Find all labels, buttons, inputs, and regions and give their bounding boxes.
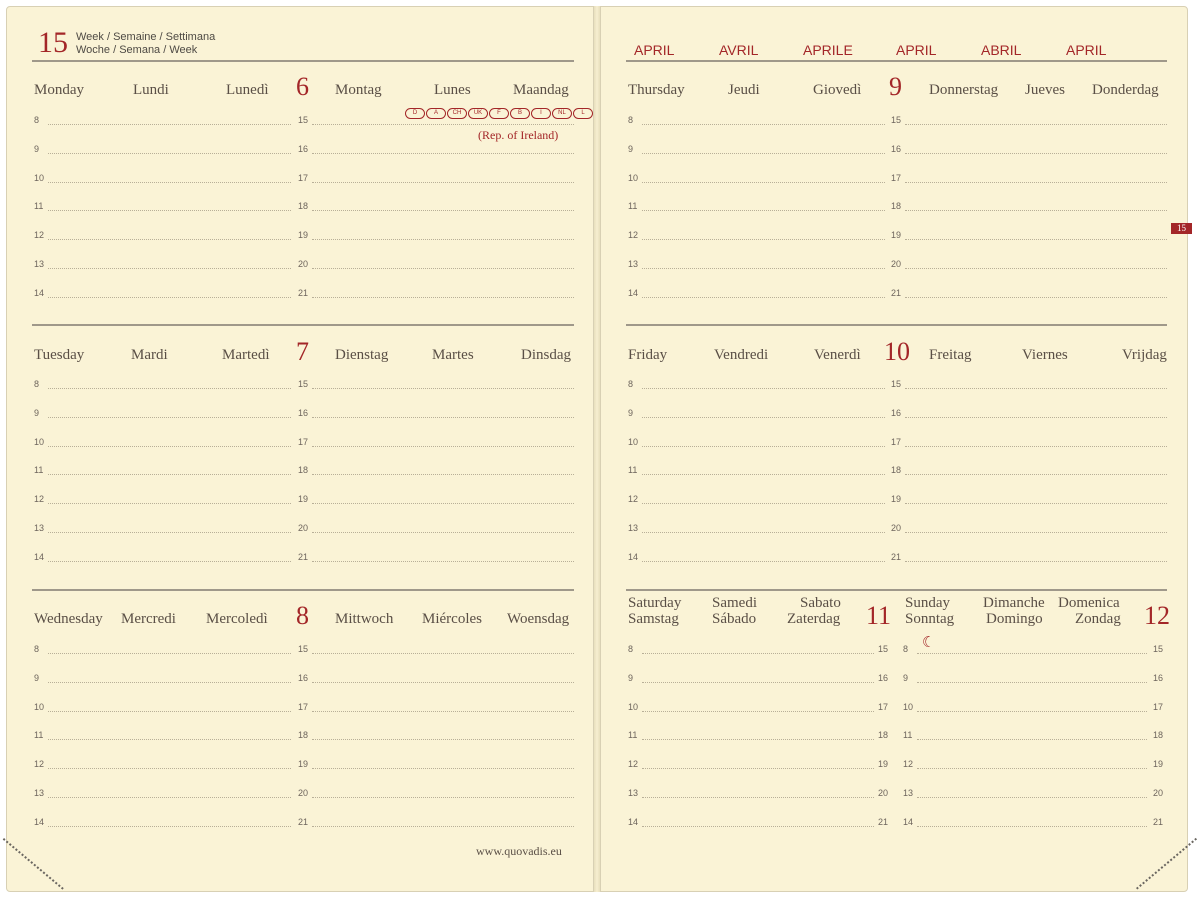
hour-label: 16 [891,407,902,418]
hour-label: 16 [298,672,309,683]
writing-line[interactable] [48,446,291,447]
day-name: Donnerstag [929,82,999,98]
hour-label: 20 [891,259,902,269]
hour-label: 20 [298,259,309,269]
day-name: Friday [628,347,668,363]
day-name: Monday [34,82,84,98]
day-name: Samedi [712,595,757,611]
hour-label: 9 [628,672,634,683]
day-name: Domingo [986,611,1043,627]
writing-line[interactable] [905,297,1167,298]
moon-icon: ☾ [922,635,936,651]
day-name: Vrijdag [1122,347,1167,363]
day-name: Venerdì [814,347,861,363]
hour-label: 18 [298,201,309,212]
holiday-country-badge: D [405,108,425,119]
hour-label: 20 [298,523,309,533]
writing-line[interactable] [642,797,874,798]
writing-line[interactable] [312,561,574,562]
writing-line[interactable] [642,417,885,418]
hour-label: 10 [34,436,45,447]
writing-line[interactable] [48,826,291,827]
holiday-country-badge: CH [447,108,467,119]
day-name: Domenica [1058,595,1120,611]
writing-line[interactable] [48,239,291,240]
writing-line[interactable] [312,446,574,447]
day-name: Sábado [712,611,757,627]
writing-line[interactable] [48,797,291,798]
hour-label: 18 [891,465,902,476]
section-divider [626,589,1167,591]
hour-label: 9 [34,672,40,683]
hour-label: 21 [298,287,309,298]
writing-line[interactable] [312,388,574,389]
week-side-tab[interactable]: 15 [1171,223,1192,234]
hour-label: 17 [298,701,309,712]
day-name: Sabato [800,595,841,611]
writing-line[interactable] [312,297,574,298]
day-name: Sunday [905,595,950,611]
hour-label: 11 [34,730,44,741]
hour-label: 13 [628,788,639,798]
hour-label: 18 [1153,730,1164,741]
day-number: 10 [884,337,910,366]
day-name: Freitag [929,347,972,363]
day-name: Miércoles [422,611,482,627]
hour-label: 19 [891,230,902,241]
hour-label: 8 [34,115,40,125]
hour-label: 15 [891,379,902,389]
hour-label: 17 [891,172,902,183]
writing-line[interactable] [642,182,885,183]
hour-label: 12 [628,759,639,770]
writing-line[interactable] [48,210,291,211]
month-de: APRIL [896,42,937,58]
writing-line[interactable] [642,711,874,712]
writing-line[interactable] [312,532,574,533]
day-name: Lunes [434,82,471,98]
day-name: Zondag [1075,611,1121,627]
hour-label: 9 [34,143,40,154]
month-nl: APRIL [1066,42,1107,58]
writing-line[interactable] [48,297,291,298]
writing-line[interactable] [642,297,885,298]
holiday-country-badge: L [573,108,593,119]
hour-label: 12 [34,759,45,770]
day-name: Sonntag [905,611,955,627]
writing-line[interactable] [917,768,1147,769]
day-name: Dienstag [335,347,389,363]
hour-label: 19 [298,230,309,241]
hour-label: 9 [34,407,40,418]
day-name: Giovedì [813,82,862,98]
week-number: 15 [38,26,68,59]
holiday-note: (Rep. of Ireland) [478,128,559,142]
day-number: 9 [889,72,902,101]
footer-url[interactable]: www.quovadis.eu [476,844,562,858]
writing-line[interactable] [642,446,885,447]
writing-line[interactable] [905,446,1167,447]
writing-line[interactable] [48,682,291,683]
writing-line[interactable] [312,826,574,827]
writing-line[interactable] [642,268,885,269]
hour-label: 11 [628,201,638,212]
hour-label: 21 [1153,816,1164,827]
day-name: Mardi [131,347,168,363]
writing-line[interactable] [905,153,1167,154]
writing-line[interactable] [48,503,291,504]
hour-label: 18 [891,201,902,212]
hour-label: 14 [34,551,45,562]
hour-label: 10 [628,172,639,183]
writing-line[interactable] [48,124,291,125]
writing-line[interactable] [312,797,574,798]
hour-label: 11 [628,465,638,476]
hour-label: 10 [903,701,914,712]
hour-label: 18 [878,730,889,741]
right-page [600,6,1188,892]
writing-line[interactable] [642,561,885,562]
writing-line[interactable] [642,682,874,683]
writing-line[interactable] [905,388,1167,389]
hour-label: 19 [1153,759,1164,770]
day-name: Martedì [222,347,270,363]
writing-line[interactable] [312,239,574,240]
writing-line[interactable] [642,124,885,125]
hour-label: 8 [628,115,634,125]
hour-label: 20 [298,788,309,798]
writing-line[interactable] [917,711,1147,712]
day-name: Tuesday [34,347,85,363]
hour-label: 16 [298,407,309,418]
writing-line[interactable] [905,561,1167,562]
writing-line[interactable] [642,826,874,827]
hour-label: 15 [878,644,889,654]
holiday-country-badge: NL [552,108,572,119]
hour-label: 11 [628,730,638,741]
day-name: Jueves [1025,82,1065,98]
hour-label: 16 [891,143,902,154]
week-label-line1: Week / Semaine / Settimana [76,31,216,43]
writing-line[interactable] [48,653,291,654]
hour-label: 18 [298,465,309,476]
hour-label: 12 [628,230,639,241]
hour-label: 12 [34,230,45,241]
hour-label: 11 [34,465,44,476]
writing-line[interactable] [917,797,1147,798]
day-name: Wednesday [34,611,103,627]
hour-label: 16 [298,143,309,154]
section-divider [32,589,574,591]
writing-line[interactable] [48,768,291,769]
hour-label: 15 [298,115,309,125]
day-name: Saturday [628,595,682,611]
hour-label: 19 [298,494,309,505]
month-fr: AVRIL [719,42,759,58]
hour-label: 17 [891,436,902,447]
hour-label: 9 [628,407,634,418]
hour-label: 10 [628,701,639,712]
hour-label: 19 [878,759,889,770]
writing-line[interactable] [48,388,291,389]
header-rule-right [626,60,1167,62]
hour-label: 19 [891,494,902,505]
day-name: Mercoledì [206,611,268,627]
writing-line[interactable] [312,474,574,475]
writing-line[interactable] [905,210,1167,211]
day-number: 11 [866,601,892,630]
writing-line[interactable] [905,239,1167,240]
writing-line[interactable] [312,711,574,712]
month-es: ABRIL [981,42,1022,58]
writing-line[interactable] [642,474,885,475]
holiday-country-badge: UK [468,108,488,119]
writing-line[interactable] [312,503,574,504]
hour-label: 16 [878,672,889,683]
hour-label: 16 [1153,672,1164,683]
day-name: Dinsdag [521,347,571,363]
hour-label: 8 [34,379,40,389]
hour-label: 18 [298,730,309,741]
writing-line[interactable] [905,503,1167,504]
writing-line[interactable] [642,388,885,389]
day-name: Jeudi [728,82,760,98]
hour-label: 9 [903,672,909,683]
hour-label: 10 [628,436,639,447]
writing-line[interactable] [48,532,291,533]
hour-label: 13 [34,259,45,269]
hour-label: 14 [628,816,639,827]
day-name: Dimanche [983,595,1045,611]
day-number: 12 [1144,601,1170,630]
day-name: Viernes [1022,347,1068,363]
day-name: Montag [335,82,382,98]
writing-line[interactable] [917,826,1147,827]
writing-line[interactable] [642,532,885,533]
writing-line[interactable] [642,503,885,504]
hour-label: 8 [628,379,634,389]
hour-label: 14 [628,551,639,562]
writing-line[interactable] [312,768,574,769]
hour-label: 13 [34,523,45,533]
hour-label: 17 [298,436,309,447]
writing-line[interactable] [312,682,574,683]
hour-label: 8 [628,644,634,654]
writing-line[interactable] [312,417,574,418]
hour-label: 19 [298,759,309,770]
day-number: 7 [296,337,309,366]
day-name: Lunedì [226,82,269,98]
day-number: 6 [296,72,309,101]
day-name: Mercredi [121,611,176,627]
hour-label: 14 [34,287,45,298]
hour-label: 21 [891,287,902,298]
writing-line[interactable] [48,153,291,154]
writing-line[interactable] [917,739,1147,740]
writing-line[interactable] [905,268,1167,269]
writing-line[interactable] [48,417,291,418]
day-name: Thursday [628,82,685,98]
writing-line[interactable] [905,474,1167,475]
month-en: APRIL [634,42,675,58]
day-name: Mittwoch [335,611,394,627]
hour-label: 20 [891,523,902,533]
hour-label: 14 [34,816,45,827]
writing-line[interactable] [312,153,574,154]
hour-label: 17 [878,701,889,712]
hour-label: 8 [903,644,909,654]
writing-line[interactable] [642,739,874,740]
day-name: Maandag [513,82,569,98]
hour-label: 17 [298,172,309,183]
hour-label: 11 [34,201,44,212]
hour-label: 17 [1153,701,1164,712]
day-name: Zaterdag [787,611,841,627]
hour-label: 12 [628,494,639,505]
hour-label: 12 [903,759,914,770]
writing-line[interactable] [48,268,291,269]
hour-label: 21 [878,816,889,827]
hour-label: 13 [628,259,639,269]
hour-label: 15 [298,379,309,389]
hour-label: 21 [891,551,902,562]
writing-line[interactable] [312,124,574,125]
hour-label: 14 [628,287,639,298]
writing-line[interactable] [917,682,1147,683]
writing-line[interactable] [917,653,1147,654]
writing-line[interactable] [905,182,1167,183]
hour-label: 21 [298,816,309,827]
hour-label: 8 [34,644,40,654]
writing-line[interactable] [642,768,874,769]
holiday-country-badge: A [426,108,446,119]
writing-line[interactable] [312,268,574,269]
writing-line[interactable] [312,653,574,654]
holiday-country-badge: I [531,108,551,119]
hour-label: 15 [891,115,902,125]
day-name: Martes [432,347,474,363]
week-label-line2: Woche / Semana / Week [76,44,198,56]
holiday-country-badges [405,108,593,119]
writing-line[interactable] [48,182,291,183]
writing-line[interactable] [48,474,291,475]
writing-line[interactable] [905,417,1167,418]
writing-line[interactable] [312,182,574,183]
section-divider [32,324,574,326]
hour-label: 10 [34,172,45,183]
hour-label: 21 [298,551,309,562]
day-name: Lundi [133,82,169,98]
hour-label: 15 [298,644,309,654]
month-it: APRILE [803,42,853,58]
hour-label: 14 [903,816,914,827]
day-name: Vendredi [714,347,769,363]
writing-line[interactable] [642,210,885,211]
writing-line[interactable] [642,239,885,240]
day-name: Samstag [628,611,679,627]
hour-label: 13 [628,523,639,533]
header-rule-left [32,60,574,62]
writing-line[interactable] [642,153,885,154]
hour-label: 12 [34,494,45,505]
hour-label: 11 [903,730,913,741]
section-divider [626,324,1167,326]
day-name: Donderdag [1092,82,1159,98]
day-name: Woensdag [507,611,570,627]
writing-line[interactable] [642,653,874,654]
holiday-country-badge: F [489,108,509,119]
hour-label: 13 [903,788,914,798]
hour-label: 20 [1153,788,1164,798]
hour-label: 9 [628,143,634,154]
hour-label: 20 [878,788,889,798]
writing-line[interactable] [905,124,1167,125]
writing-line[interactable] [312,210,574,211]
day-number: 8 [296,601,309,630]
hour-label: 15 [1153,644,1164,654]
writing-line[interactable] [48,711,291,712]
writing-line[interactable] [48,561,291,562]
writing-line[interactable] [312,739,574,740]
writing-line[interactable] [905,532,1167,533]
holiday-country-badge: B [510,108,530,119]
writing-line[interactable] [48,739,291,740]
hour-label: 13 [34,788,45,798]
hour-label: 10 [34,701,45,712]
